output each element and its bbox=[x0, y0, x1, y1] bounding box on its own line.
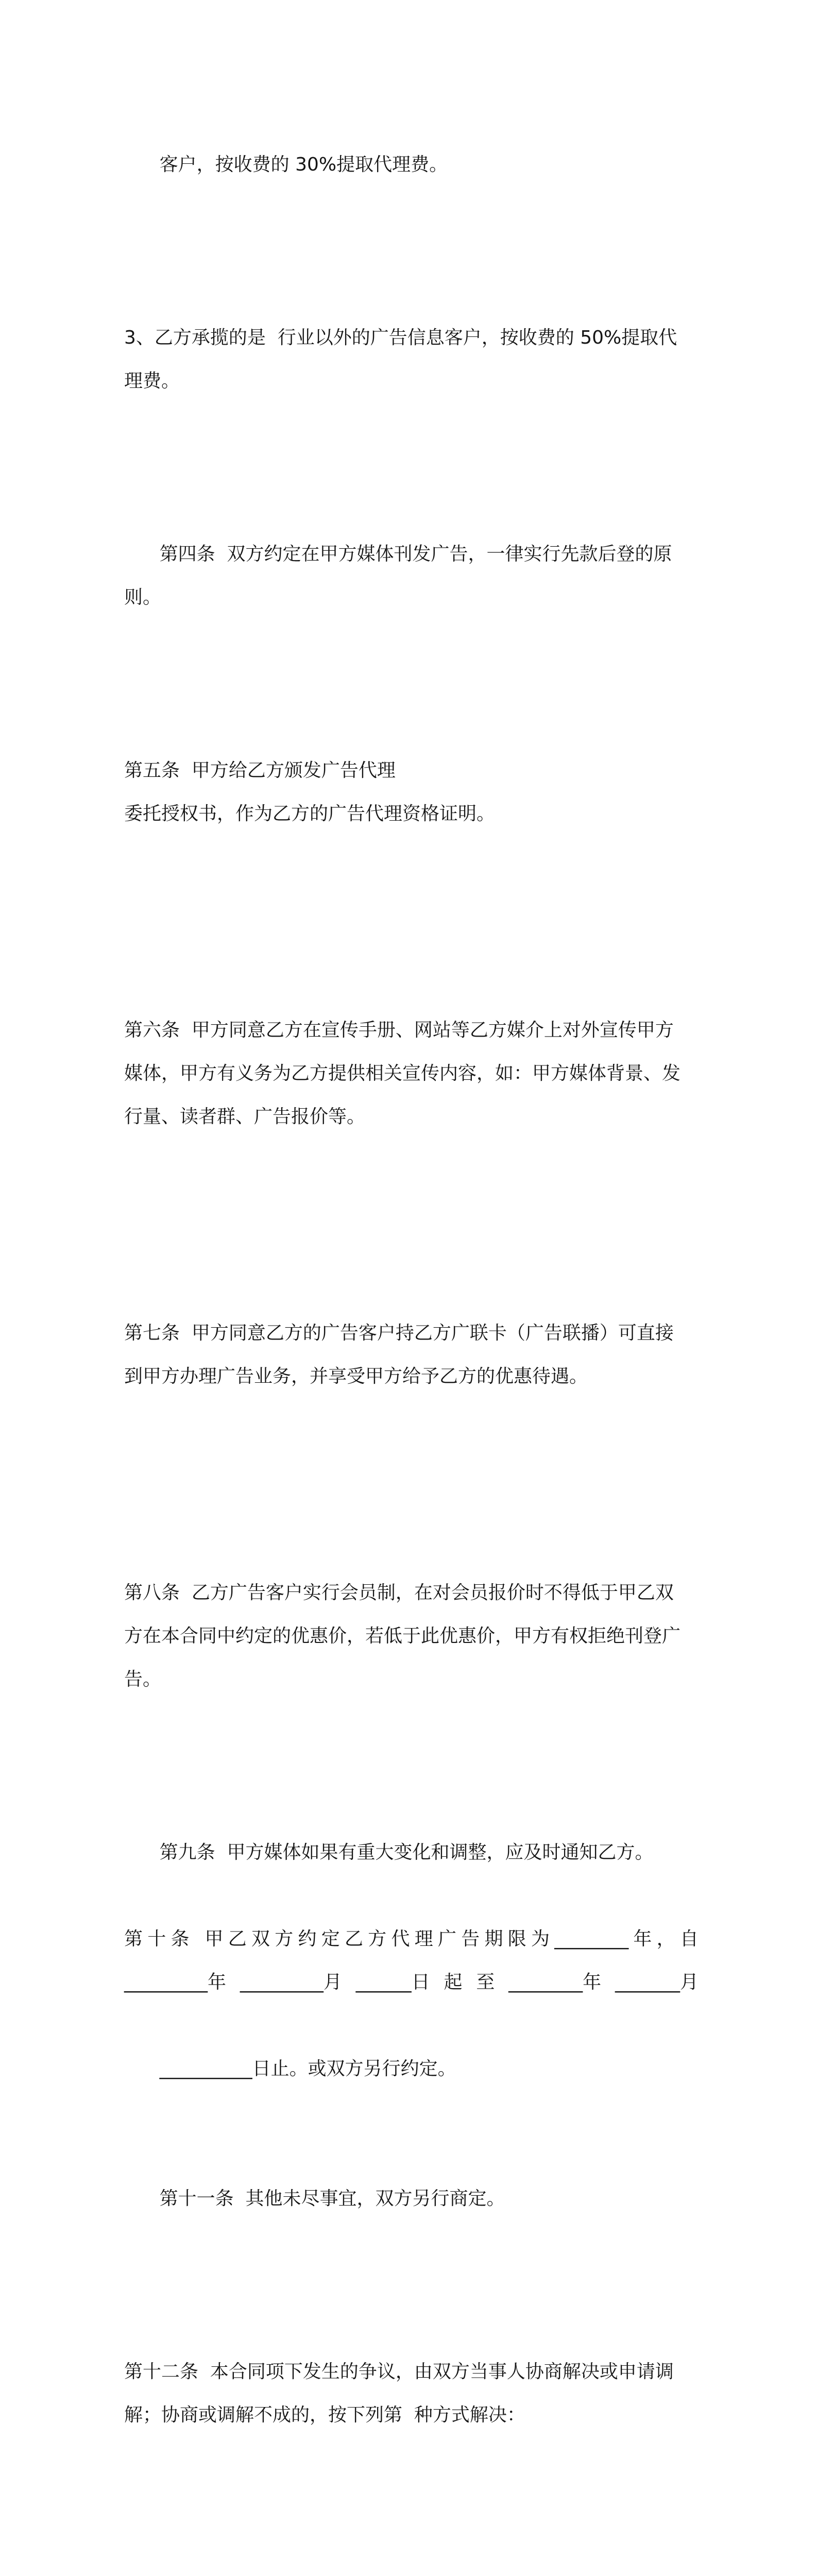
justified-token: 自 bbox=[679, 1928, 699, 1950]
article-10-line-2 bbox=[124, 1961, 699, 2004]
justified-token: 代 bbox=[391, 1928, 410, 1950]
justified-token: 方 bbox=[275, 1928, 294, 1950]
text-line bbox=[124, 749, 699, 836]
text-line bbox=[124, 1571, 699, 1701]
article-8 bbox=[124, 1485, 699, 1788]
justified-token: 广 bbox=[437, 1928, 456, 1950]
text-line bbox=[124, 316, 699, 403]
text-line-segment: 第八条 乙方广告客户实行会员制，在对会员报价时不得低于甲乙双 bbox=[124, 1582, 674, 1603]
text-line-segment: 第十二条 本合同项下发生的争议，由双方当事人协商解决或申请调 bbox=[124, 2361, 674, 2382]
article-9 bbox=[124, 1788, 699, 1918]
text-line-segment: 3、乙方承揽的是 行业以外的广告信息客户，按收费的 50%提取代 bbox=[124, 327, 677, 348]
justified-token: ______日 bbox=[355, 1972, 430, 1993]
article-6 bbox=[124, 922, 699, 1225]
clause-arbitration bbox=[124, 2523, 699, 2576]
justified-token: _______月 bbox=[615, 1972, 699, 1993]
justified-token: 为 bbox=[531, 1928, 550, 1950]
text-line-segment: 行量、读者群、广告报价等。 bbox=[124, 1106, 366, 1127]
text-line-segment: 第五条 甲方给乙方颁发广告代理 bbox=[124, 760, 396, 781]
justified-token: 理 bbox=[414, 1928, 433, 1950]
text-line bbox=[124, 2350, 699, 2437]
paragraph-agency-fee-50 bbox=[124, 230, 699, 489]
text-line: 客户，按收费的 30%提取代理费。 bbox=[159, 154, 448, 175]
article-7 bbox=[124, 1225, 699, 1485]
text-line-segment: 理费。 bbox=[124, 370, 180, 392]
justified-token: ________年 bbox=[508, 1972, 602, 1993]
justified-token bbox=[194, 1918, 200, 1961]
justified-token: 条 bbox=[171, 1928, 190, 1950]
text-line-segment: 第七条 甲方同意乙方的广告客户持乙方广联卡（广告联播）可直接 bbox=[124, 1323, 674, 1344]
text-line: 第十一条 其他未尽事宜，双方另行商定。 bbox=[159, 2188, 505, 2209]
justified-token: ， bbox=[656, 1928, 675, 1950]
text-line bbox=[124, 1312, 699, 1398]
justified-token: 定 bbox=[321, 1928, 340, 1950]
justified-token: 第 bbox=[124, 1928, 143, 1950]
justified-token: 至 bbox=[476, 1972, 495, 1993]
justified-token: 甲 bbox=[205, 1928, 224, 1950]
article-4 bbox=[124, 489, 699, 663]
justified-token: 年 bbox=[633, 1928, 652, 1950]
justified-token: 限 bbox=[507, 1928, 526, 1950]
justified-token: 期 bbox=[484, 1928, 503, 1950]
justified-token: _________年 bbox=[124, 1972, 227, 1993]
justified-token: 约 bbox=[298, 1928, 317, 1950]
article-11 bbox=[124, 2134, 699, 2264]
justified-token: 十 bbox=[147, 1928, 166, 1950]
text-line-segment: 解；协商或调解不成的，按下列第 种方式解决： bbox=[124, 2404, 525, 2426]
text-line: 第九条 甲方媒体如果有重大变化和调整，应及时通知乙方。 bbox=[159, 1842, 654, 1863]
justified-token: 告 bbox=[461, 1928, 480, 1950]
text-line-segment: 告。 bbox=[124, 1669, 162, 1690]
article-5 bbox=[124, 663, 699, 922]
justified-token: _________月 bbox=[240, 1972, 342, 1993]
text-line: 第四条 双方约定在甲方媒体刊发广告，一律实行先款后登的原则。 bbox=[124, 544, 672, 608]
paragraph-agency-fee-30 bbox=[124, 100, 699, 230]
text-line-segment: 第六条 甲方同意乙方在宣传手册、网站等乙方媒介上对外宣传甲方 bbox=[124, 1020, 674, 1041]
text-line-segment: 方在本合同中约定的优惠价，若低于此优惠价，甲方有权拒绝刊登广 bbox=[124, 1625, 681, 1647]
text-line-segment: 到甲方办理广告业务，并享受甲方给予乙方的优惠待遇。 bbox=[124, 1366, 588, 1387]
article-10-line-1 bbox=[124, 1918, 699, 1961]
justified-token: 起 bbox=[444, 1972, 463, 1993]
text-line-segment: 委托授权书，作为乙方的广告代理资格证明。 bbox=[124, 803, 496, 824]
justified-token: 双 bbox=[251, 1928, 270, 1950]
text-line-segment: 媒体，甲方有义务为乙方提供相关宣传内容，如：甲方媒体背景、发 bbox=[124, 1063, 681, 1084]
justified-token: 乙 bbox=[344, 1928, 363, 1950]
justified-token: ________ bbox=[554, 1928, 629, 1950]
contract-body bbox=[124, 100, 699, 2576]
text-line bbox=[124, 1009, 699, 1139]
article-10-line-3 bbox=[124, 2004, 699, 2134]
text-line: __________日止。或双方另行约定。 bbox=[159, 2058, 456, 2079]
article-12 bbox=[124, 2264, 699, 2523]
justified-token: 方 bbox=[368, 1928, 387, 1950]
justified-token: 乙 bbox=[228, 1928, 247, 1950]
